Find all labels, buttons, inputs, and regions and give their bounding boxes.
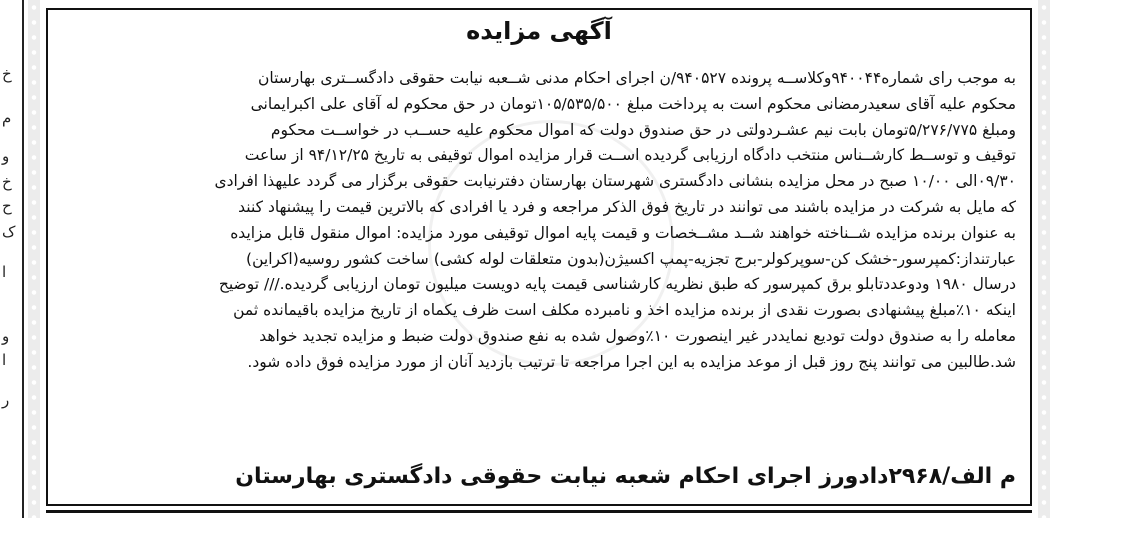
dotted-rail-right bbox=[1038, 0, 1050, 530]
body-line: اینکه ۱۰٪مبلغ پیشنهادی بصورت نقدی از برنده مزایده اخذ و نامبرده مکلف است ظرف یکماه از تاریخ مزایده باقیمانده ثمن bbox=[233, 301, 1016, 320]
fragment-text: ر bbox=[2, 391, 10, 409]
fragment-text: ک bbox=[2, 223, 16, 241]
bottom-rule bbox=[46, 510, 1032, 513]
fragment-text: خ bbox=[2, 173, 12, 191]
notice-body bbox=[62, 66, 1016, 376]
body-line: درسال ۱۹۸۰ ودوعددتابلو برق کمپرسور که طبق نظریه کارشناسی قیمت پایه دویست میلیون تومان ارزیابی گردیده./// توضیح bbox=[218, 275, 1016, 294]
body-line: شد.طالبین می توانند پنج روز قبل از موعد مزایده به این اجرا مراجعه تا ترتیب بازدید آنان از مورد مزایده فوق داده شود. bbox=[247, 352, 1016, 371]
fragment-text: ا bbox=[2, 351, 7, 369]
notice-signature: م الف/۲۹۶۸دادورز اجرای احکام شعبه نیابت حقوقی دادگستری بهارستان bbox=[235, 464, 1016, 489]
fragment-text: و bbox=[2, 147, 10, 165]
body-line: معامله را به صندوق دولت تودیع نمایددر غیر اینصورت ۱۰٪وصول شده به نفع صندوق دولت ضبط و مزایده تجدید خواهد bbox=[259, 326, 1016, 345]
body-line: به عنوان برنده مزایده شــناخته خواهند شــد مشــخصات و قیمت پایه اموال توقیفی مورد مزایده: اموال منقول قابل مزایده bbox=[230, 223, 1016, 242]
body-line: توقیف و توســط کارشــناس منتخب دادگاه ارزیابی گردیده اســت قرار مزایده اموال توقیفی به تاریخ ۹۴/۱۲/۲۵ از ساعت bbox=[244, 146, 1016, 165]
body-line: به موجب رای شماره۹۴۰۰۴۴وکلاســه پرونده ۹۴۰۵۲۷/ن اجرای احکام مدنی شــعبه نیابت حقوقی دادگســتری بهارستان bbox=[258, 69, 1016, 87]
body-line: ومبلغ ۵/۲۷۶/۷۷۵تومان بابت نیم عشـردولتی در حق صندوق دولت که اموال محکوم علیه حســب در خواســت محکوم bbox=[270, 120, 1016, 139]
body-line: محکوم علیه آقای سعیدرمضانی محکوم است به پرداخت مبلغ ۱۰۵/۵۳۵/۵۰۰تومان در حق محکوم له آقای علی اکبرایمانی bbox=[250, 94, 1016, 113]
fragment-text: ح bbox=[2, 197, 12, 215]
fragment-text: ا bbox=[2, 263, 7, 281]
fragment-text: م bbox=[2, 109, 12, 127]
fragment-text: خ bbox=[2, 65, 12, 83]
auction-notice-box bbox=[46, 8, 1032, 506]
adjacent-column-fragment bbox=[0, 0, 24, 518]
body-line: عبارتنداز:کمپرسور-خشک کن-سوپرکولر-برج تجزیه-پمپ اکسیژن(بدون متعلقات لوله کشی) ساخت کشور روسیه(اکراین) bbox=[246, 249, 1016, 268]
notice-title: آگهی مزایده bbox=[466, 17, 612, 45]
body-line: ۰۹/۳۰الی ۱۰/۰۰ صبح در محل مزایده بنشانی دادگستری شهرستان بهارستان دفترنیابت حقوقی برگزار می گردد علیهذا افرادی bbox=[214, 172, 1016, 191]
fragment-text: و bbox=[2, 327, 10, 345]
body-line: که مایل به شرکت در مزایده باشند می توانند در تاریخ فوق الذکر مراجعه و فرد یا افرادی که بالاترین قیمت را پیشنهاد کنند bbox=[238, 197, 1016, 216]
dotted-rail-left bbox=[28, 0, 40, 530]
page-margin bbox=[0, 518, 1128, 556]
